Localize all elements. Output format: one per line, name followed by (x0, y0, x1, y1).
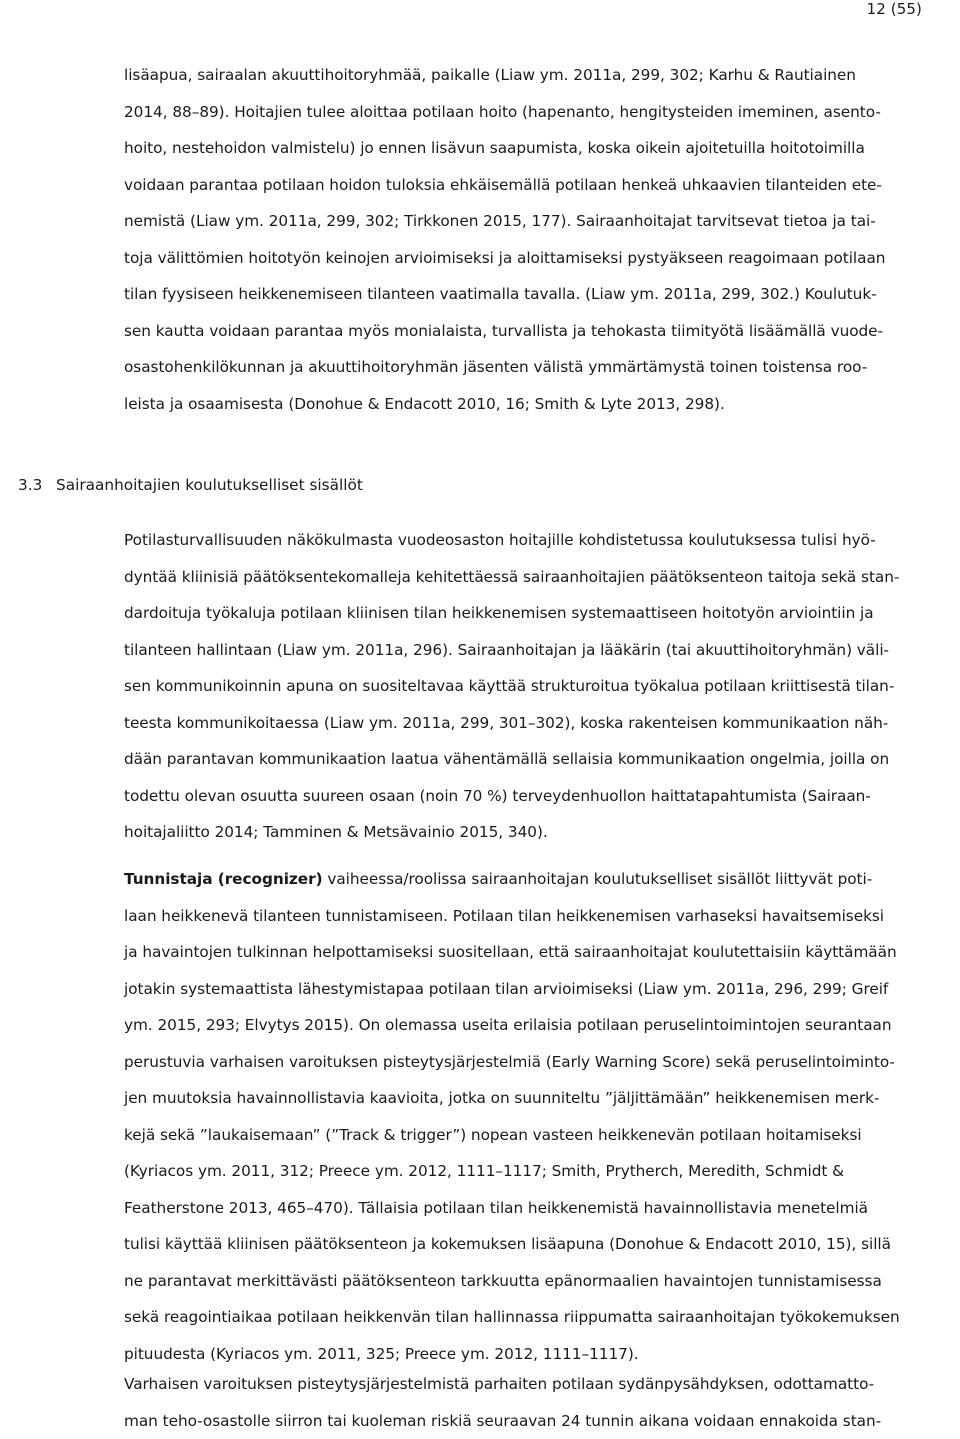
text-line: sekä reagointiaikaa potilaan heikkenvän tilan hallinnassa riippumatta sairaanhoitajan työkokemuksen (124, 1299, 958, 1336)
text-line (124, 861, 958, 898)
text-line: kejä sekä ”laukaisemaan” (”Track & trigger”) nopean vasteen heikkenevän potilaan hoitamiseksi (124, 1117, 958, 1154)
text-line: 2014, 88–89). Hoitajien tulee aloittaa potilaan hoito (hapenanto, hengitysteiden imeminen, asento- (124, 94, 958, 131)
text-line: Potilasturvallisuuden näkökulmasta vuodeosaston hoitajille kohdistetussa koulutuksessa tulisi hyö- (124, 522, 958, 559)
text-line: leista ja osaamisesta (Donohue & Endacott 2010, 16; Smith & Lyte 2013, 298). (124, 386, 958, 423)
text-line: pituudesta (Kyriacos ym. 2011, 325; Preece ym. 2012, 1111–1117). (124, 1336, 958, 1373)
text-line: jen muutoksia havainnollistavia kaavioita, jotka on suunniteltu ”jäljittämään” heikkenemisen merk- (124, 1080, 958, 1117)
text-span: vaiheessa/roolissa sairaanhoitajan koulutukselliset sisällöt liittyvät poti- (323, 870, 873, 888)
text-line: sen kautta voidaan parantaa myös monialaista, turvallista ja tehokasta tiimityötä lisäämällä vuode- (124, 313, 958, 350)
text-line: Featherstone 2013, 465–470). Tällaisia potilaan tilan heikkenemistä havainnollistavia menetelmiä (124, 1190, 958, 1227)
section-number: 3.3 (18, 470, 56, 500)
text-line: ja havaintojen tulkinnan helpottamiseksi suositellaan, että sairaanhoitajat koulutettaisiin käyttämään (124, 934, 958, 971)
text-line: teesta kommunikoitaessa (Liaw ym. 2011a, 299, 301–302), koska rakenteisen kommunikaation näh- (124, 705, 958, 742)
text-line: tulisi käyttää kliinisen päätöksenteon ja kokemuksen lisäapuna (Donohue & Endacott 2010, 15), sillä (124, 1226, 958, 1263)
text-line: (Kyriacos ym. 2011, 312; Preece ym. 2012, 1111–1117; Smith, Prytherch, Meredith, Schmidt & (124, 1153, 958, 1190)
text-line: hoitajaliitto 2014; Tamminen & Metsävainio 2015, 340). (124, 814, 958, 851)
paragraph-1 (124, 57, 958, 422)
text-line: tilan fyysiseen heikkenemiseen tilanteen vaatimalla tavalla. (Liaw ym. 2011a, 299, 302.) Koulutuk- (124, 276, 958, 313)
text-line: perustuvia varhaisen varoituksen pisteytysjärjestelmiä (Early Warning Score) sekä peruselintoiminto- (124, 1044, 958, 1081)
text-line: todettu olevan osuutta suureen osaan (noin 70 %) terveydenhuollon haittatapahtumista (Sairaan- (124, 778, 958, 815)
text-line: Varhaisen varoituksen pisteytysjärjestelmistä parhaiten potilaan sydänpysähdyksen, odottamatto- (124, 1366, 958, 1403)
text-line: dardoituja työkaluja potilaan kliinisen tilan heikkenemisen systemaattiseen hoitotyön arviointiin ja (124, 595, 958, 632)
text-line: ym. 2015, 293; Elvytys 2015). On olemassa useita erilaisia potilaan peruselintoimintojen seurantaan (124, 1007, 958, 1044)
paragraph-4 (124, 1366, 958, 1439)
page-number: 12 (55) (867, 0, 922, 18)
text-line: jotakin systemaattista lähestymistapaa potilaan tilan arvioimiseksi (Liaw ym. 2011a, 296, 299; Greif (124, 971, 958, 1008)
text-line: tilanteen hallintaan (Liaw ym. 2011a, 296). Sairaanhoitajan ja lääkärin (tai akuuttihoitoryhmän) väli- (124, 632, 958, 669)
text-line: man teho-osastolle siirron tai kuoleman riskiä seuraavan 24 tunnin aikana voidaan ennakoida stan- (124, 1403, 958, 1439)
text-line: nemistä (Liaw ym. 2011a, 299, 302; Tirkkonen 2015, 177). Sairaanhoitajat tarvitsevat tietoa ja tai- (124, 203, 958, 240)
text-line: dään parantavan kommunikaation laatua vähentämällä sellaisia kommunikaation ongelmia, joilla on (124, 741, 958, 778)
paragraph-3 (124, 861, 958, 1372)
text-line: toja välittömien hoitotyön keinojen arvioimiseksi ja aloittamiseksi pystyäkseen reagoimaan potilaan (124, 240, 958, 277)
section-title: Sairaanhoitajien koulutukselliset sisällöt (56, 476, 363, 494)
text-line: lisäapua, sairaalan akuuttihoitoryhmää, paikalle (Liaw ym. 2011a, 299, 302; Karhu & Rautiainen (124, 57, 958, 94)
text-line: hoito, nestehoidon valmistelu) jo ennen lisävun saapumista, koska oikein ajoitetuilla hoitotoimilla (124, 130, 958, 167)
text-line: dyntää kliinisiä päätöksentekomalleja kehitettäessä sairaanhoitajien päätöksenteon taitoja sekä stan- (124, 559, 958, 596)
text-line: laan heikkenevä tilanteen tunnistamiseen. Potilaan tilan heikkenemisen varhaseksi havaitsemiseksi (124, 898, 958, 935)
text-line: voidaan parantaa potilaan hoidon tuloksia ehkäisemällä potilaan henkeä uhkaavien tilanteiden ete- (124, 167, 958, 204)
bold-term: Tunnistaja (recognizer) (124, 870, 323, 888)
section-heading (18, 470, 363, 500)
paragraph-2 (124, 522, 958, 851)
text-line: osastohenkilökunnan ja akuuttihoitoryhmän jäsenten välistä ymmärtämystä toinen toistensa roo- (124, 349, 958, 386)
text-line: sen kommunikoinnin apuna on suositeltavaa käyttää strukturoitua työkalua potilaan kriittisestä tilan- (124, 668, 958, 705)
text-line: ne parantavat merkittävästi päätöksenteon tarkkuutta epänormaalien havaintojen tunnistamisessa (124, 1263, 958, 1300)
